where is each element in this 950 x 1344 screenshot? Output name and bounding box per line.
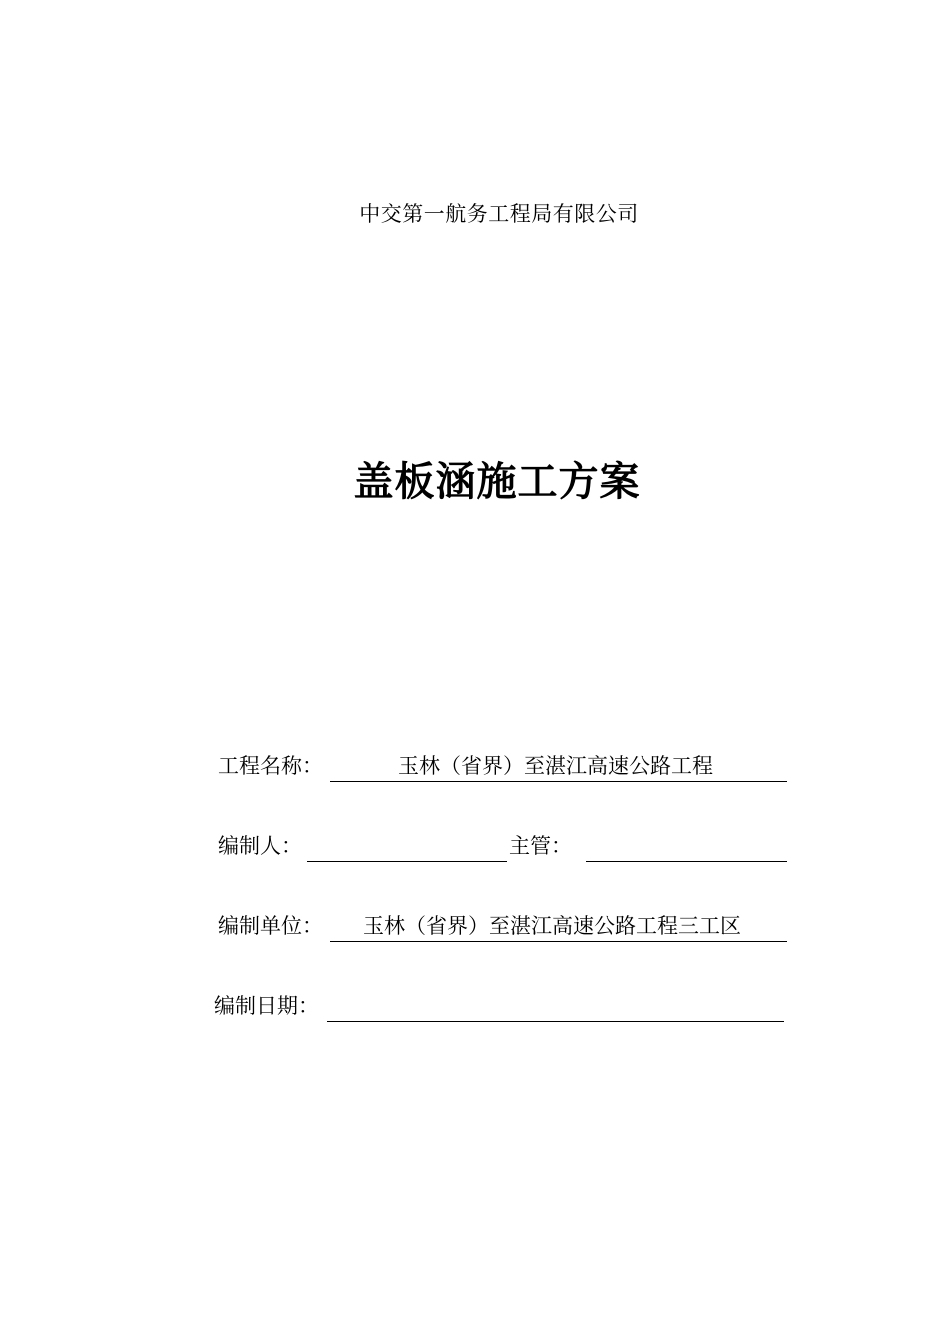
company-name: 中交第一航务工程局有限公司 (359, 202, 639, 226)
compiler-row (0, 830, 950, 862)
project-name-row (0, 750, 950, 782)
supervisor-label: 主管： (509, 834, 572, 858)
project-name-value: 玉林（省界）至湛江高速公路工程 (398, 754, 713, 778)
compiling-unit-row (0, 910, 950, 942)
supervisor-line (586, 831, 787, 862)
compiling-unit-value: 玉林（省界）至湛江高速公路工程三工区 (363, 914, 741, 938)
project-name-label: 工程名称： (218, 754, 323, 778)
compile-date-line (327, 991, 784, 1022)
document-title: 盖板涵施工方案 (353, 459, 641, 505)
compile-date-row (0, 990, 950, 1022)
compiler-label: 编制人： (218, 834, 302, 858)
compiling-unit-label: 编制单位： (218, 914, 323, 938)
compile-date-label: 编制日期： (214, 994, 319, 1018)
compiler-line (307, 831, 507, 862)
